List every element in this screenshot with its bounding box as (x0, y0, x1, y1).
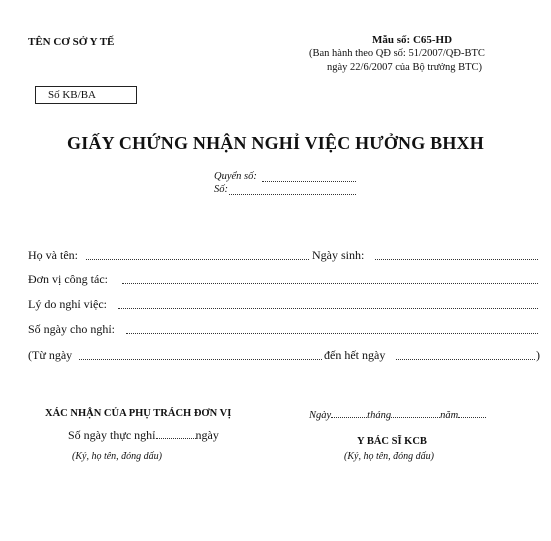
actual-days-off-line (68, 428, 219, 443)
document-title: GIẤY CHỨNG NHẬN NGHỈ VIỆC HƯỞNG BHXH (67, 133, 484, 153)
leave-reason-field[interactable] (118, 308, 538, 309)
to-date-label: đến hết ngày (324, 348, 386, 362)
doctor-signature-note: (Ký, họ tên, đóng dấu) (344, 451, 434, 462)
actual-days-off-unit: ngày (195, 428, 219, 442)
document-number-field[interactable] (229, 194, 356, 195)
date-year-label: năm (440, 410, 459, 421)
from-date-label: (Từ ngày (28, 348, 73, 362)
unit-head-signature-note: (Ký, họ tên, đóng dấu) (72, 451, 162, 462)
to-date-field[interactable] (396, 359, 535, 360)
book-number-label: Quyển số: (214, 171, 257, 182)
date-month-label: tháng (367, 410, 392, 421)
doctor-title: Y BÁC SĨ KCB (357, 436, 427, 447)
form-basis-line-2: ngày 22/6/2007 của Bộ trưởng BTC) (327, 62, 483, 73)
workplace-label: Đơn vị công tác: (28, 272, 108, 286)
book-number-field[interactable] (262, 181, 356, 182)
actual-days-off-field[interactable] (156, 429, 196, 439)
kb-ba-number-box[interactable] (35, 86, 137, 104)
kb-ba-label: Số KB/BA (48, 89, 96, 101)
date-year-field[interactable] (458, 409, 486, 418)
date-month-field[interactable] (391, 409, 440, 418)
workplace-field[interactable] (122, 283, 538, 284)
unit-head-confirmation-title: XÁC NHẬN CỦA PHỤ TRÁCH ĐƠN VỊ (45, 408, 232, 419)
from-date-field[interactable] (79, 359, 322, 360)
birth-date-field[interactable] (375, 259, 538, 260)
signing-date-line (309, 409, 486, 421)
form-basis-line-1: (Ban hành theo QĐ số: 51/2007/QĐ-BTC (309, 48, 485, 59)
full-name-label: Họ và tên: (28, 248, 78, 262)
actual-days-off-label: Số ngày thực nghỉ (68, 428, 156, 442)
date-day-label: Ngày (309, 410, 332, 421)
leave-days-field[interactable] (126, 333, 538, 334)
document-number-label: Số: (214, 184, 228, 195)
leave-days-label: Số ngày cho nghỉ: (28, 322, 115, 336)
full-name-field[interactable] (86, 259, 309, 260)
health-facility-name: TÊN CƠ SỞ Y TẾ (28, 36, 115, 48)
closing-parenthesis: ) (536, 348, 540, 362)
leave-reason-label: Lý do nghỉ việc: (28, 297, 107, 311)
date-day-field[interactable] (331, 409, 367, 418)
birth-date-label: Ngày sinh: (312, 248, 365, 262)
form-code: Mẫu số: C65-HD (372, 34, 453, 46)
